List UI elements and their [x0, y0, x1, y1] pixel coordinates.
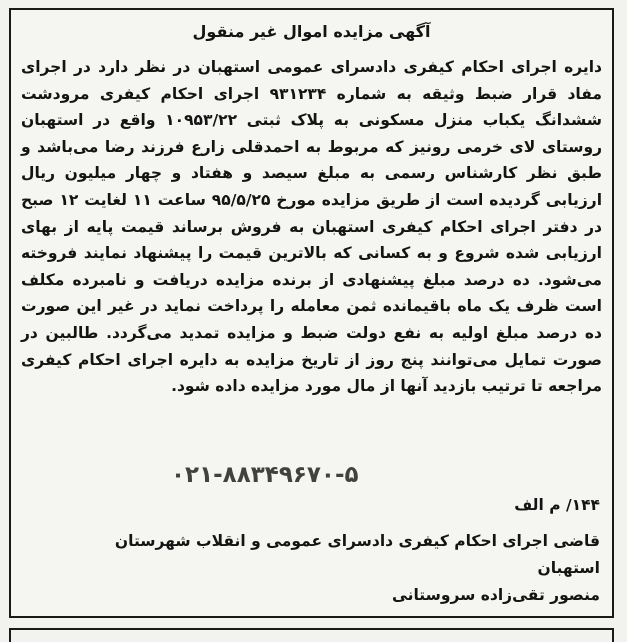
notice-title: آگهی مزایده اموال غیر منقول [192, 22, 431, 41]
signature-city: استهبان [537, 559, 600, 577]
notice-box [9, 8, 614, 618]
notice-code: ۱۴۴/ م الف [514, 496, 600, 514]
next-notice-edge [9, 628, 614, 642]
watermark-phone: ۰۲۱-۸۸۳۴۹۶۷۰-۵ [171, 462, 359, 488]
signature-title-line: قاضی اجرای احکام کیفری دادسرای عمومی و انقلاب شهرستان [114, 532, 600, 550]
signature-block [115, 528, 600, 609]
signature-name: منصور تقی‌زاده سروستانی [391, 586, 600, 604]
notice-body: دایره اجرای احکام کیفری دادسرای عمومی استهبان در نظر دارد در اجرای مفاد قرار ضبط وثیقه به شماره ۹۳۱۲۳۴ اجرای احکام کیفری مرودشت ششدانگ یکباب منزل مسکونی به پلاک ثبتی ۱۰۹۵۳/۲۲ واقع در استهبان روستای لای خرمی رونیز که مربوط به احمدقلی زارع فرزند رضا می‌باشد و طبق نظر کارشناس رسمی به مبلغ سیصد و هفتاد و چهار میلیون ریال ارزیابی گردیده است از طریق مزایده مورخ ۹۵/۵/۲۵ ساعت ۱۱ لغایت ۱۲ صبح در دفتر اجرای احکام کیفری استهبان به فروش برساند قیمت پایه از بهای ارزیابی شده شروع و به کسانی که بالاترین قیمت را پیشنهاد نمایند فروخته می‌شود. ده درصد مبلغ پیشنهادی از برنده مزایده دریافت و نامبرده مکلف است ظرف یک ماه باقیمانده ثمن معامله را پرداخت نماید در غیر این صورت ده درصد مبلغ اولیه به نفع دولت ضبط و مزایده تمدید می‌گردد. طالبین در صورت تمایل می‌توانند پنج روز از تاریخ مزایده به دایره اجرای احکام کیفری مراجعه تا ترتیب بازدید آنها از مال مورد مزایده داده شود. [21, 58, 603, 396]
